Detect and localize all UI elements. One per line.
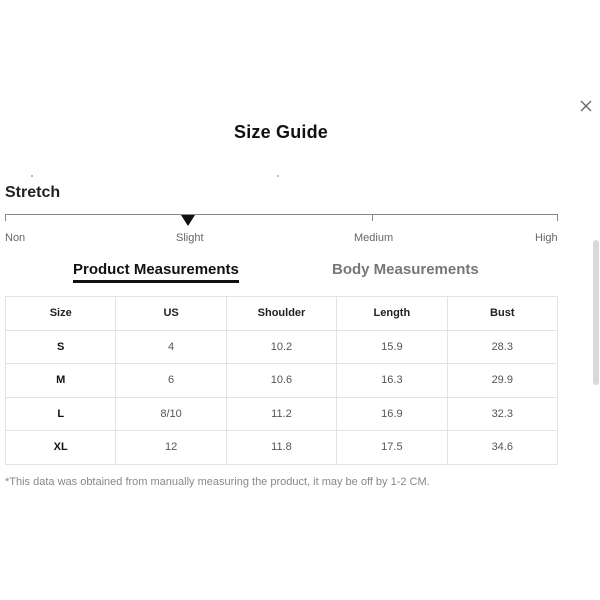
header-size: Size [6, 297, 116, 331]
header-us: US [116, 297, 226, 331]
stretch-scale-line [5, 214, 558, 215]
size-table [5, 296, 558, 465]
stretch-tick [372, 214, 373, 221]
table-row [6, 397, 558, 431]
table-row [6, 330, 558, 364]
header-shoulder: Shoulder [226, 297, 336, 331]
stretch-marker-icon [181, 215, 195, 227]
cell-us: 6 [116, 364, 226, 398]
close-button[interactable] [578, 98, 594, 114]
cell-size: L [6, 397, 116, 431]
table-row [6, 431, 558, 465]
cell-size: S [6, 330, 116, 364]
cell-us: 12 [116, 431, 226, 465]
cell-us: 4 [116, 330, 226, 364]
measurement-footnote: *This data was obtained from manually measuring the product, it may be off by 1-2 CM. [5, 476, 430, 488]
cell-length: 15.9 [337, 330, 447, 364]
close-icon [578, 98, 594, 114]
cell-length: 17.5 [337, 431, 447, 465]
table-header-row [6, 297, 558, 331]
dialog-title: Size Guide [233, 122, 329, 142]
cell-size: M [6, 364, 116, 398]
header-length: Length [337, 297, 447, 331]
table-row [6, 364, 558, 398]
tab-product-measurements[interactable]: Product Measurements [73, 261, 239, 278]
cell-bust: 29.9 [447, 364, 557, 398]
cell-length: 16.3 [337, 364, 447, 398]
cell-length: 16.9 [337, 397, 447, 431]
stretch-label-medium: Medium [354, 232, 394, 244]
cell-size: XL [6, 431, 116, 465]
cell-shoulder: 10.6 [226, 364, 336, 398]
cell-shoulder: 11.2 [226, 397, 336, 431]
cell-bust: 28.3 [447, 330, 557, 364]
cell-us: 8/10 [116, 397, 226, 431]
stretch-tick [557, 214, 558, 221]
cell-shoulder: 10.2 [226, 330, 336, 364]
stretch-label-high: High [535, 232, 558, 244]
stretch-label-non: Non [5, 232, 26, 244]
decorative-dot [277, 175, 279, 177]
cell-bust: 32.3 [447, 397, 557, 431]
header-bust: Bust [447, 297, 557, 331]
stretch-heading: Stretch [5, 184, 61, 201]
cell-bust: 34.6 [447, 431, 557, 465]
cell-shoulder: 11.8 [226, 431, 336, 465]
tab-body-measurements[interactable]: Body Measurements [332, 261, 479, 278]
decorative-dot [31, 175, 33, 177]
stretch-label-slight: Slight [176, 232, 204, 244]
stretch-tick [5, 214, 6, 221]
scrollbar-thumb[interactable] [593, 240, 599, 385]
